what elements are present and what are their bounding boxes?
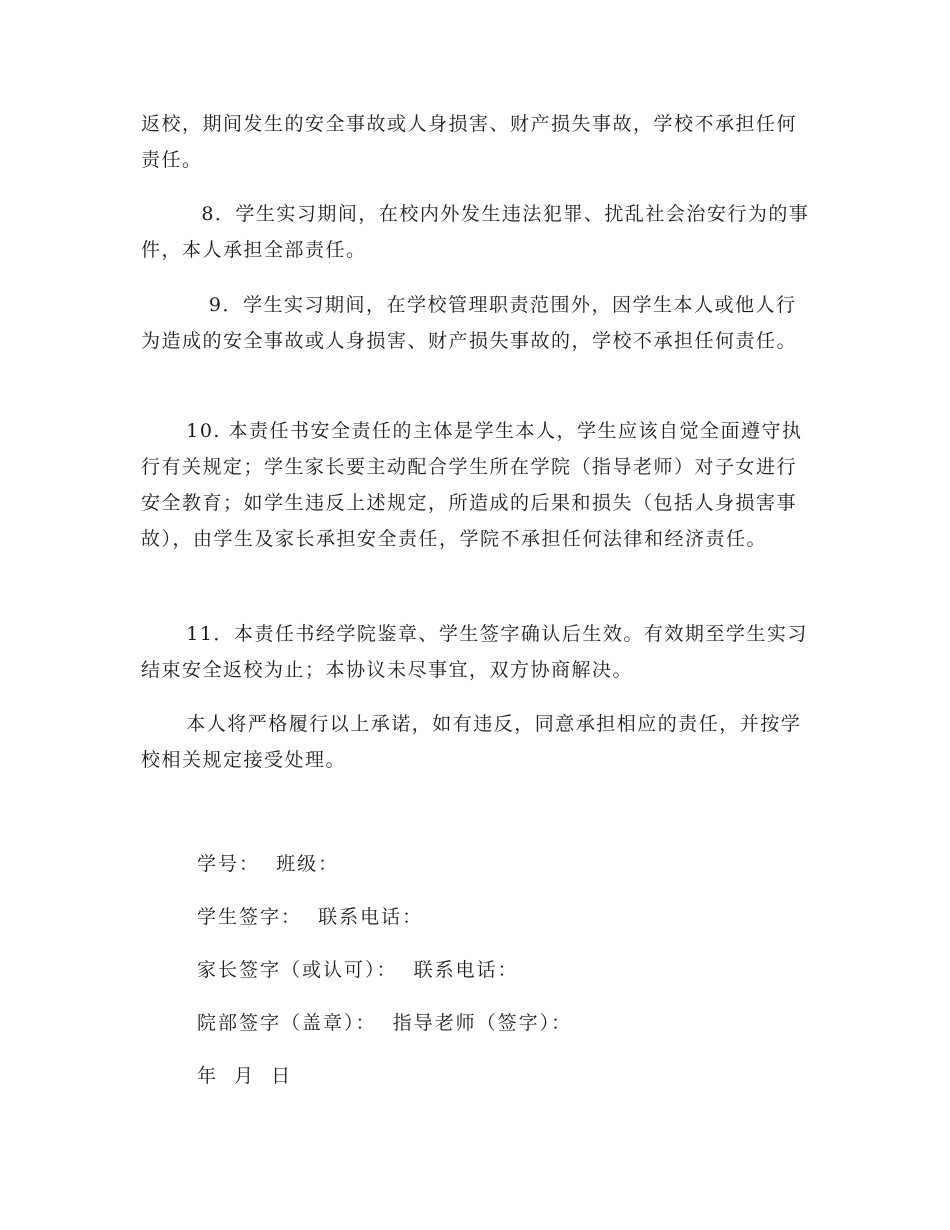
paragraph-item-9: 9．学生实习期间，在学校管理职责范围外，因学生本人或他人行为造成的安全事故或人身损害、财产损失事故的，学校不承担任何责任。 — [141, 294, 798, 352]
signature-parent: 家长签字（或认可）： 联系电话： — [197, 959, 519, 981]
paragraph-item-10: 10. 本责任书安全责任的主体是学生本人，学生应该自觉全面遵守执行有关规定；学生家长要主动配合学生所在学院（指导老师）对子女进行安全教育；如学生违反上述规定，所造成的后果和损失（包括人身损害事故），由学生及家长承担安全责任，学院不承担任何法律和经济责任。 — [141, 420, 803, 550]
signature-student: 学生签字： 联系电话： — [197, 906, 424, 928]
signature-student-id-class: 学号： 班级： — [197, 853, 340, 875]
signature-date: 年 月 日 — [197, 1065, 293, 1087]
paragraph-commitment: 本人将严格履行以上承诺，如有违反，同意承担相应的责任，并按学校相关规定接受处理。 — [141, 713, 802, 771]
paragraph-continued: 返校，期间发生的安全事故或人身损害、财产损失事故，学校不承担任何责任。 — [141, 113, 798, 171]
paragraph-item-11: 11．本责任书经学院鉴章、学生签字确认后生效。有效期至学生实习结束安全返校为止；本协议未尽事宜，双方协商解决。 — [141, 623, 808, 681]
signature-department-advisor: 院部签字（盖章）： 指导老师（签字）： — [197, 1012, 573, 1034]
paragraph-item-8: 8．学生实习期间，在校内外发生违法犯罪、扰乱社会治安行为的事件，本人承担全部责任。 — [141, 203, 810, 261]
